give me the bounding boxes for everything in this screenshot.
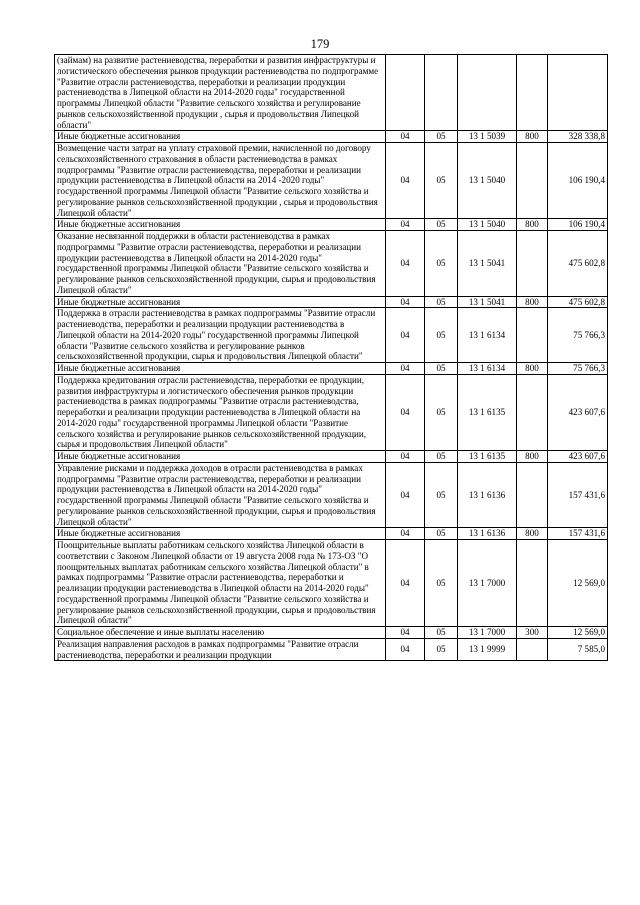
table-row: [55, 363, 608, 375]
row-expense-type: 800: [517, 296, 548, 308]
row-subsection: 05: [425, 219, 458, 231]
row-subsection: 05: [425, 540, 458, 627]
row-section: 04: [386, 627, 425, 639]
row-expense-type: [517, 638, 548, 661]
row-section: 04: [386, 219, 425, 231]
table-row: [55, 143, 608, 219]
row-expense-type: 800: [517, 363, 548, 375]
row-expense-type: 800: [517, 219, 548, 231]
row-description: Иные бюджетные ассигнования: [55, 131, 386, 143]
row-subsection: 05: [425, 374, 458, 450]
row-expense-type: [517, 55, 548, 131]
row-description: Иные бюджетные ассигнования: [55, 296, 386, 308]
row-section: 04: [386, 231, 425, 297]
row-amount: 12 569,0: [548, 540, 608, 627]
row-subsection: 05: [425, 451, 458, 463]
row-description: Реализация направления расходов в рамках подпрограммы "Развитие отрасли растениеводства, переработки и реализации продукции: [55, 638, 386, 661]
row-amount: 75 766,3: [548, 363, 608, 375]
table-row: [55, 638, 608, 661]
row-target-article: 13 1 5040: [458, 143, 517, 219]
row-expense-type: [517, 308, 548, 363]
row-section: 04: [386, 374, 425, 450]
row-section: 04: [386, 131, 425, 143]
row-section: [386, 55, 425, 131]
row-target-article: 13 1 5039: [458, 131, 517, 143]
table-row: [55, 540, 608, 627]
row-description: Поддержка в отрасли растениеводства в рамках подпрограммы "Развитие отрасли растениеводства, переработки и реализации продукции растениеводства в Липецкой области на 2014-2020 годы" государственной программы Липецкой области "Развитие сельского хозяйства и регулирование рынков сельскохозяйственной продукции, сырья и продовольствия Липецкой области": [55, 308, 386, 363]
row-expense-type: [517, 540, 548, 627]
row-amount: 75 766,3: [548, 308, 608, 363]
row-subsection: 05: [425, 462, 458, 528]
row-description: (займам) на развитие растениеводства, переработки и развития инфраструктуры и логистического обеспечения рынков продукции растениеводства по подпрограмме "Развитие отрасли растениеводства, переработки и реализации продукции растениеводства в Липецкой области на 2014-2020 годы" государственной программы Липецкой области "Развитие сельского хозяйства и регулирование рынков сельскохозяйственной продукции , сырья и продовольствия Липецкой области": [55, 55, 386, 131]
row-expense-type: [517, 462, 548, 528]
budget-table: [54, 54, 608, 661]
row-section: 04: [386, 363, 425, 375]
row-subsection: [425, 55, 458, 131]
row-description: Иные бюджетные ассигнования: [55, 451, 386, 463]
row-description: Социальное обеспечение и иные выплаты населению: [55, 627, 386, 639]
row-section: 04: [386, 528, 425, 540]
row-section: 04: [386, 638, 425, 661]
row-target-article: 13 1 6134: [458, 363, 517, 375]
row-subsection: 05: [425, 363, 458, 375]
row-amount: 423 607,6: [548, 374, 608, 450]
row-description: Поддержка кредитования отрасли растениеводства, переработки ее продукции, развития инфраструктуры и логистического обеспечения рынков продукции растениеводства в рамках подпрограммы "Развитие отрасли растениеводства, переработки и реализации продукции растениеводства в Липецкой области на 2014-2020 годы" государственной программы Липецкой области "Развитие сельского хозяйства и регулирование рынков сельскохозяйственной продукции, сырья и продовольствия Липецкой области": [55, 374, 386, 450]
row-subsection: 05: [425, 528, 458, 540]
row-target-article: 13 1 6136: [458, 462, 517, 528]
row-amount: 157 431,6: [548, 528, 608, 540]
row-amount: 423 607,6: [548, 451, 608, 463]
row-target-article: [458, 55, 517, 131]
row-section: 04: [386, 308, 425, 363]
row-target-article: 13 1 5040: [458, 219, 517, 231]
row-target-article: 13 1 6135: [458, 451, 517, 463]
row-amount: 157 431,6: [548, 462, 608, 528]
row-target-article: 13 1 7000: [458, 540, 517, 627]
page-number: 179: [310, 37, 330, 51]
row-target-article: 13 1 6135: [458, 374, 517, 450]
row-section: 04: [386, 462, 425, 528]
row-section: 04: [386, 296, 425, 308]
row-expense-type: 300: [517, 627, 548, 639]
row-amount: 7 585,0: [548, 638, 608, 661]
table-row: [55, 296, 608, 308]
row-expense-type: 800: [517, 451, 548, 463]
row-amount: 328 338,8: [548, 131, 608, 143]
row-subsection: 05: [425, 627, 458, 639]
table-row: [55, 528, 608, 540]
row-amount: [548, 55, 608, 131]
row-target-article: 13 1 9999: [458, 638, 517, 661]
row-expense-type: 800: [517, 528, 548, 540]
row-target-article: 13 1 5041: [458, 231, 517, 297]
row-description: Иные бюджетные ассигнования: [55, 363, 386, 375]
row-description: Оказание несвязанной поддержки в области растениеводства в рамках подпрограммы "Развитие отрасли растениеводства, переработки и реализации продукции растениеводства в Липецкой области на 2014-2020 годы" государственной программы Липецкой области "Развитие сельского хозяйства и регулирование рынков сельскохозяйственной продукции, сырья и продовольствия Липецкой области": [55, 231, 386, 297]
table-row: [55, 374, 608, 450]
table-row: [55, 451, 608, 463]
row-description: Возмещение части затрат на уплату страховой премии, начисленной по договору сельскохозяйственного страхования в области растениеводства в рамках подпрограммы "Развитие отрасли растениеводства, переработки и реализации продукции растениеводства в Липецкой области на 2014 -2020 годы" государственной программы Липецкой области "Развитие сельского хозяйства и регулирование рынков сельскохозяйственной продукции , сырья и продовольствия Липецкой области": [55, 143, 386, 219]
row-subsection: 05: [425, 638, 458, 661]
row-expense-type: [517, 231, 548, 297]
row-target-article: 13 1 5041: [458, 296, 517, 308]
row-expense-type: 800: [517, 131, 548, 143]
table-row: [55, 55, 608, 131]
table-row: [55, 308, 608, 363]
row-target-article: 13 1 7000: [458, 627, 517, 639]
row-subsection: 05: [425, 143, 458, 219]
row-subsection: 05: [425, 308, 458, 363]
row-amount: 475 602,8: [548, 296, 608, 308]
row-section: 04: [386, 540, 425, 627]
row-subsection: 05: [425, 296, 458, 308]
table-row: [55, 462, 608, 528]
row-subsection: 05: [425, 131, 458, 143]
row-target-article: 13 1 6136: [458, 528, 517, 540]
row-description: Управление рисками и поддержка доходов в отрасли растениеводства в рамках подпрограммы "Развитие отрасли растениеводства, переработки и реализации продукции растениеводства в Липецкой области на 2014-2020 годы" государственной программы Липецкой области "Развитие сельского хозяйства и регулирование рынков сельскохозяйственной продукции, сырья и продовольствия Липецкой области": [55, 462, 386, 528]
row-amount: 12 569,0: [548, 627, 608, 639]
row-expense-type: [517, 374, 548, 450]
row-description: Иные бюджетные ассигнования: [55, 219, 386, 231]
row-amount: 106 190,4: [548, 143, 608, 219]
row-expense-type: [517, 143, 548, 219]
budget-table-body: [55, 55, 608, 661]
row-subsection: 05: [425, 231, 458, 297]
row-target-article: 13 1 6134: [458, 308, 517, 363]
table-row: [55, 219, 608, 231]
row-amount: 475 602,8: [548, 231, 608, 297]
row-description: Поощрительные выплаты работникам сельского хозяйства Липецкой области в соответствии с Законом Липецкой области от 19 августа 2008 года № 173-ОЗ "О поощрительных выплатах работникам сельского хозяйства Липецкой области" в рамках подпрограммы "Развитие отрасли растениеводства, переработки и реализации продукции растениеводства в Липецкой области на 2014-2020 годы" государственной программы Липецкой области "Развитие сельского хозяйства и регулирование рынков сельскохозяйственной продукции, сырья и продовольствия Липецкой области": [55, 540, 386, 627]
table-row: [55, 131, 608, 143]
row-amount: 106 190,4: [548, 219, 608, 231]
row-description: Иные бюджетные ассигнования: [55, 528, 386, 540]
table-row: [55, 627, 608, 639]
row-section: 04: [386, 451, 425, 463]
row-section: 04: [386, 143, 425, 219]
table-row: [55, 231, 608, 297]
